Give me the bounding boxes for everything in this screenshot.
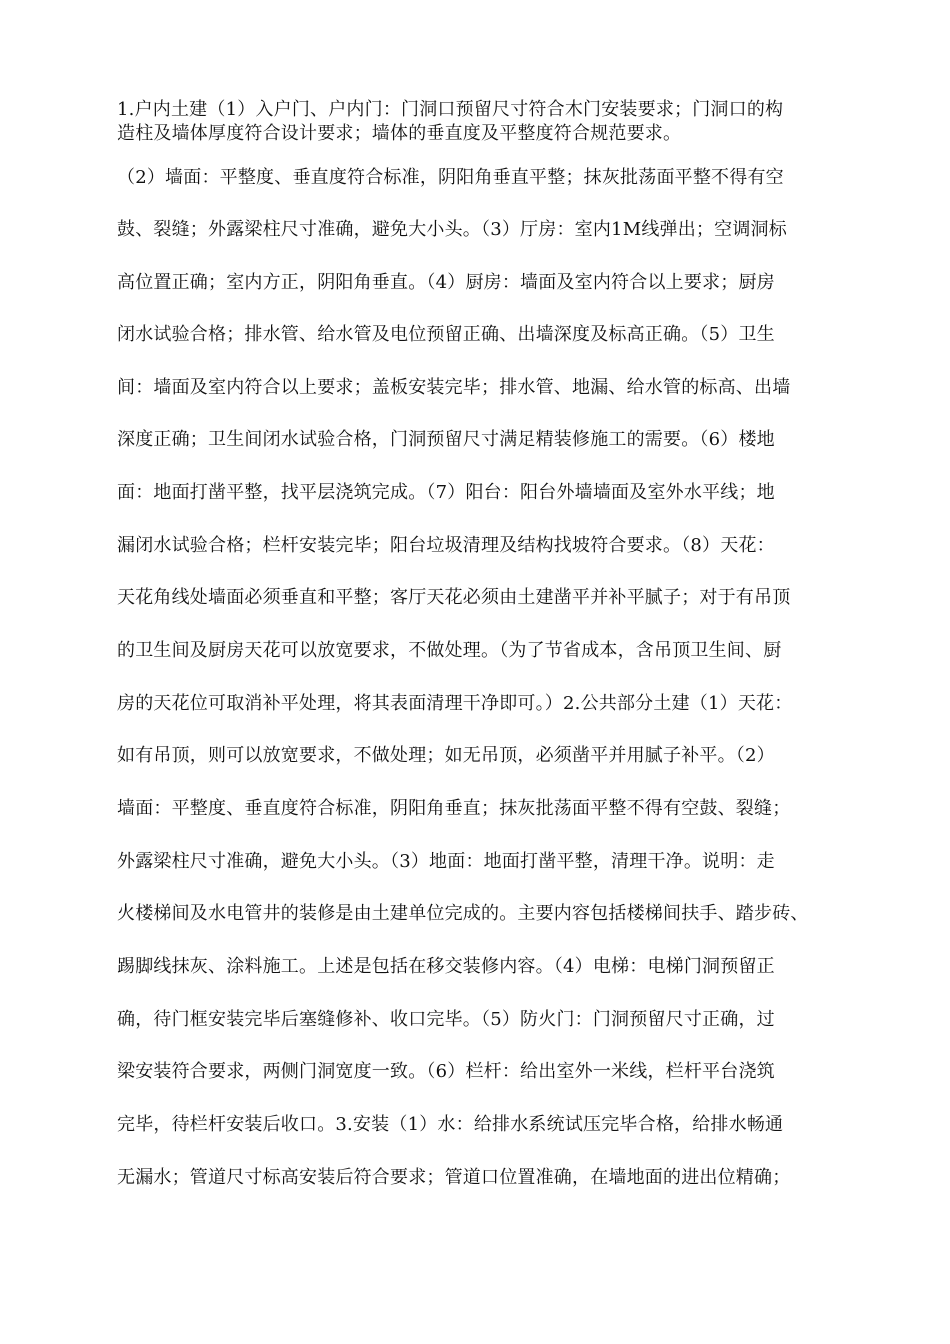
text-line-14: 如有吊顶，则可以放宽要求，不做处理；如无吊顶，必须凿平并用腻子补平。（2） [117,745,775,766]
text-line-13: 房的天花位可取消补平处理，将其表面清理干净即可。）2.公共部分土建（1）天花： [117,693,793,714]
text-line-11: 天花角线处墙面必须垂直和平整；客厅天花必须由土建凿平并补平腻子；对于有吊顶 [117,587,791,608]
text-line-9: 面：地面打凿平整，找平层浇筑完成。（7）阳台：阳台外墙墙面及室外水平线；地 [117,482,775,503]
text-line-10: 漏闭水试验合格；栏杆安装完毕；阳台垃圾清理及结构找坡符合要求。（8）天花： [117,535,775,556]
text-line-17: 火楼梯间及水电管井的装修是由土建单位完成的。主要内容包括楼梯间扶手、踏步砖、 [117,903,809,924]
text-line-22: 无漏水；管道尺寸标高安装后符合要求；管道口位置准确，在墙地面的进出位精确； [117,1167,791,1188]
text-line-3: （2）墙面：平整度、垂直度符合标准，阴阳角垂直平整；抹灰批荡面平整不得有空 [117,167,784,188]
text-line-12: 的卫生间及厨房天花可以放宽要求，不做处理。（为了节省成本，含吊顶卫生间、厨 [117,640,782,661]
text-line-2: 造柱及墙体厚度符合设计要求；墙体的垂直度及平整度符合规范要求。 [117,123,682,144]
text-line-6: 闭水试验合格；排水管、给水管及电位预留正确、出墙深度及标高正确。（5）卫生 [117,324,775,345]
text-line-15: 墙面：平整度、垂直度符合标准，阴阳角垂直；抹灰批荡面平整不得有空鼓、裂缝； [117,798,791,819]
text-line-1: 1.户内土建（1）入户门、户内门：门洞口预留尺寸符合木门安装要求；门洞口的构 [117,99,784,120]
text-line-21: 完毕，待栏杆安装后收口。3.安装（1）水：给排水系统试压完毕合格，给排水畅通 [117,1114,784,1135]
text-line-8: 深度正确；卫生间闭水试验合格，门洞预留尺寸满足精装修施工的需要。（6）楼地 [117,429,775,450]
text-line-18: 踢脚线抹灰、涂料施工。上述是包括在移交装修内容。（4）电梯：电梯门洞预留正 [117,956,775,977]
text-line-19: 确，待门框安装完毕后塞缝修补、收口完毕。（5）防火门：门洞预留尺寸正确，过 [117,1009,775,1030]
text-line-4: 鼓、裂缝；外露梁柱尺寸准确，避免大小头。（3）厅房：室内1M线弹出；空调洞标 [117,219,787,240]
text-line-20: 梁安装符合要求，两侧门洞宽度一致。（6）栏杆：给出室外一米线，栏杆平台浇筑 [117,1061,775,1082]
text-line-5: 高位置正确；室内方正，阴阳角垂直。（4）厨房：墙面及室内符合以上要求；厨房 [117,272,775,293]
text-line-7: 间：墙面及室内符合以上要求；盖板安装完毕；排水管、地漏、给水管的标高、出墙 [117,377,791,398]
text-line-16: 外露梁柱尺寸准确，避免大小头。（3）地面：地面打凿平整，清理干净。说明：走 [117,851,775,872]
